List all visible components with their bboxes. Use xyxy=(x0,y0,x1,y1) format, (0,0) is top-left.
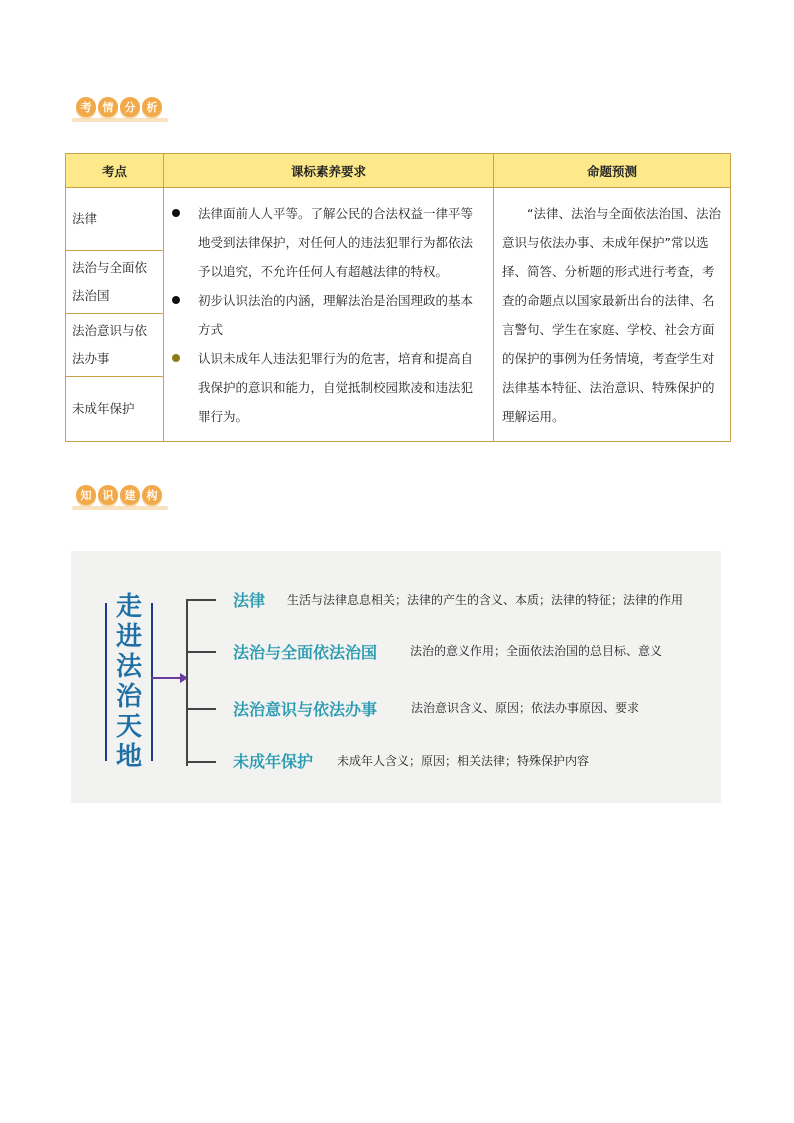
requirement-item xyxy=(170,344,485,431)
point-cell: 未成年保护 xyxy=(66,377,164,442)
requirement-item xyxy=(170,286,485,344)
branch-line xyxy=(186,761,216,763)
title-char: 法 xyxy=(115,652,142,682)
branch-head: 法治意识与依法办事 xyxy=(233,700,378,719)
header-prediction: 命题预测 xyxy=(494,154,731,188)
branch-head: 法治与全面依法治国 xyxy=(233,643,378,662)
bullet-icon xyxy=(172,354,180,362)
badge-char: 知 xyxy=(76,485,96,505)
branch-desc: 法治的意义作用；全面依法治国的总目标、意义 xyxy=(410,644,663,658)
exam-analysis-table xyxy=(65,153,731,442)
header-requirements: 课标素养要求 xyxy=(164,154,494,188)
branch-head: 未成年保护 xyxy=(233,752,314,771)
branch-desc: 未成年人含义；原因；相关法律；特殊保护内容 xyxy=(337,754,590,768)
requirement-text: 法律面前人人平等。了解公民的合法权益一律平等地受到法律保护，对任何人的违法犯罪行为都依法予以追究，不允许任何人有超越法律的特权。 xyxy=(198,205,474,279)
exam-analysis-badge xyxy=(76,97,162,117)
knowledge-badge xyxy=(76,485,162,505)
branch-line xyxy=(186,651,216,653)
header-kaodian: 考点 xyxy=(66,154,164,188)
table-header-row xyxy=(66,154,731,188)
badge-underline xyxy=(72,118,168,122)
badge-char: 构 xyxy=(142,485,162,505)
branch-head: 法律 xyxy=(233,591,266,610)
prediction-cell: “法律、法治与全面依法治国、法治意识与依法办事、未成年保护”常以选择、简答、分析题的形式进行考查，考查的命题点以国家最新出台的法律、名言警句、学生在家庭、学校、社会方面的保护的事例为任务情境，考查学生对法律基本特征、法治意识、特殊保护的理解运用。 xyxy=(494,188,731,442)
branch-desc: 法治意识含义、原因；依法办事原因、要求 xyxy=(411,701,640,715)
title-char: 天 xyxy=(115,712,142,742)
knowledge-mindmap xyxy=(71,551,721,803)
title-char: 地 xyxy=(115,742,142,772)
point-cell: 法治与全面依法治国 xyxy=(66,251,164,314)
badge-char: 识 xyxy=(98,485,118,505)
branch-desc: 生活与法律息息相关；法律的产生的含义、本质；法律的特征；法律的作用 xyxy=(287,593,684,607)
branch-line xyxy=(186,599,216,601)
table-row xyxy=(66,188,731,251)
bullet-icon xyxy=(172,296,180,304)
badge-char: 建 xyxy=(120,485,140,505)
point-cell: 法律 xyxy=(66,188,164,251)
branch-line xyxy=(186,708,216,710)
badge-char: 情 xyxy=(98,97,118,117)
badge-char: 分 xyxy=(120,97,140,117)
bullet-icon xyxy=(172,209,180,217)
badge-underline xyxy=(72,506,168,510)
badge-char: 析 xyxy=(142,97,162,117)
requirement-text: 认识未成年人违法犯罪行为的危害，培育和提高自我保护的意识和能力，自觉抵制校园欺凌和违法犯罪行为。 xyxy=(198,350,474,424)
mindmap-title xyxy=(105,592,153,772)
point-cell: 法治意识与依法办事 xyxy=(66,314,164,377)
title-char: 进 xyxy=(115,622,142,652)
title-char: 治 xyxy=(115,682,142,712)
branch-bracket xyxy=(186,600,188,766)
badge-char: 考 xyxy=(76,97,96,117)
requirement-text: 初步认识法治的内涵，理解法治是治国理政的基本方式 xyxy=(198,292,474,337)
title-char: 走 xyxy=(115,592,142,622)
arrow-line xyxy=(151,677,183,679)
requirement-item xyxy=(170,199,485,286)
requirements-cell xyxy=(164,188,494,442)
